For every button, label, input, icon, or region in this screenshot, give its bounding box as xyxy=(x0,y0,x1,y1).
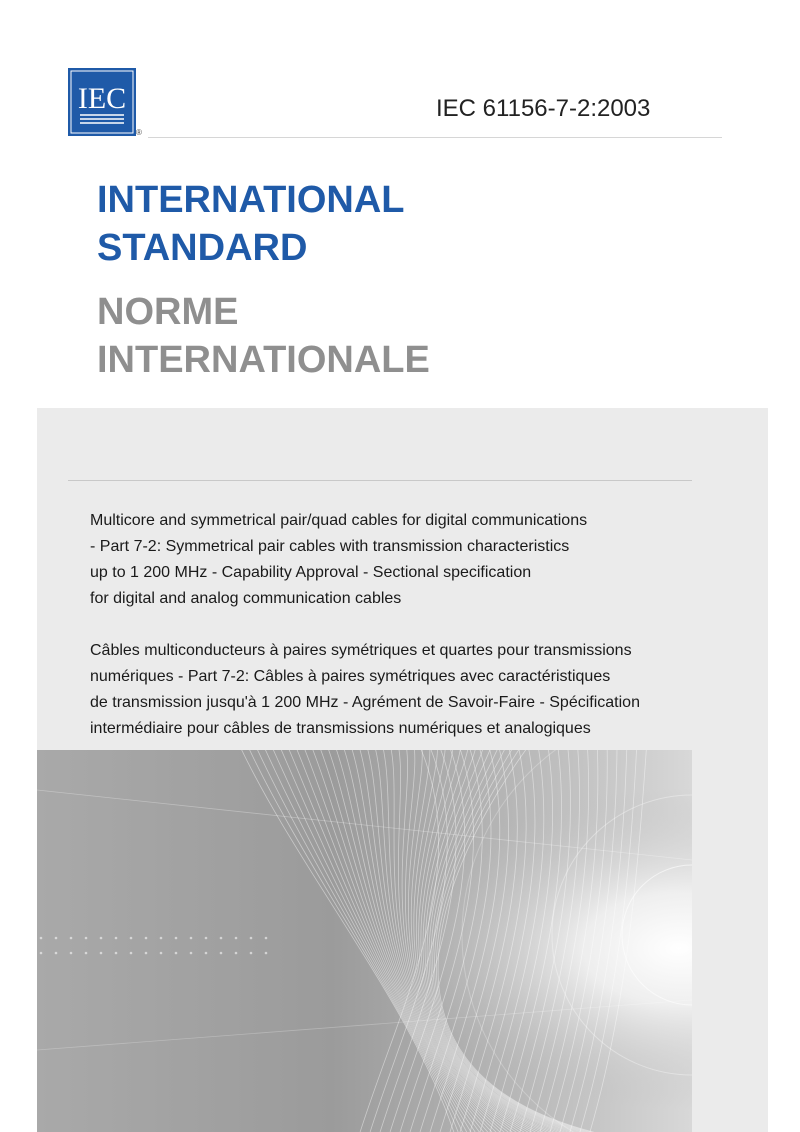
decorative-dot xyxy=(85,952,88,955)
decorative-dot xyxy=(160,937,163,940)
decorative-dot xyxy=(55,937,58,940)
decorative-dot xyxy=(250,937,253,940)
description-french-line: intermédiaire pour câbles de transmissions numériques et analogiques xyxy=(90,720,591,737)
decorative-dot xyxy=(265,937,268,940)
cover-artwork xyxy=(37,750,692,1132)
decorative-dot xyxy=(115,952,118,955)
decorative-dot xyxy=(145,952,148,955)
description-french-line: Câbles multiconducteurs à paires symétriques et quartes pour transmissions xyxy=(90,642,632,659)
abstract-curves-image xyxy=(37,750,692,1132)
description-french-line: numériques - Part 7-2: Câbles à paires symétriques avec caractéristiques xyxy=(90,668,611,685)
title-french-line-2: INTERNATIONALE xyxy=(97,339,430,381)
decorative-dot xyxy=(145,937,148,940)
decorative-dot xyxy=(190,952,193,955)
iec-logo-mark xyxy=(68,68,136,136)
description-english-line: up to 1 200 MHz - Capability Approval - Sectional specification xyxy=(90,564,532,581)
description-french xyxy=(90,638,640,742)
decorative-dot xyxy=(130,952,133,955)
decorative-dot xyxy=(250,952,253,955)
decorative-dot xyxy=(160,952,163,955)
title-french xyxy=(97,288,430,384)
decorative-dot xyxy=(175,937,178,940)
description-french-line: de transmission jusqu'à 1 200 MHz - Agrément de Savoir-Faire - Spécification xyxy=(90,694,640,711)
decorative-dot xyxy=(115,937,118,940)
decorative-dot xyxy=(265,952,268,955)
header-divider xyxy=(148,137,722,138)
registered-mark: ® xyxy=(136,128,142,137)
title-english-line-2: STANDARD xyxy=(97,227,308,269)
description-english-line: for digital and analog communication cables xyxy=(90,590,402,607)
description-english-line: Multicore and symmetrical pair/quad cables for digital communications xyxy=(90,512,588,529)
decorative-dot xyxy=(235,937,238,940)
decorative-dot xyxy=(175,952,178,955)
panel-divider xyxy=(68,480,692,481)
decorative-dot xyxy=(40,952,43,955)
title-english xyxy=(97,176,405,272)
decorative-dot xyxy=(70,937,73,940)
decorative-dot xyxy=(40,937,43,940)
logo-text: IEC xyxy=(77,82,127,115)
title-french-line-1: NORME xyxy=(97,291,239,333)
decorative-dot xyxy=(205,937,208,940)
decorative-dot xyxy=(70,952,73,955)
decorative-dot xyxy=(100,952,103,955)
decorative-dot xyxy=(190,937,193,940)
decorative-dot xyxy=(100,937,103,940)
iec-logo xyxy=(68,68,136,136)
title-english-line-1: INTERNATIONAL xyxy=(97,179,405,221)
description-english-line: - Part 7-2: Symmetrical pair cables with transmission characteristics xyxy=(90,538,570,555)
decorative-dot xyxy=(220,952,223,955)
decorative-dot xyxy=(205,952,208,955)
description-english xyxy=(90,508,587,612)
decorative-dot xyxy=(55,952,58,955)
decorative-dot xyxy=(130,937,133,940)
decorative-dot xyxy=(235,952,238,955)
document-id: IEC 61156-7-2:2003 xyxy=(436,95,651,122)
decorative-dot xyxy=(85,937,88,940)
decorative-dot xyxy=(220,937,223,940)
